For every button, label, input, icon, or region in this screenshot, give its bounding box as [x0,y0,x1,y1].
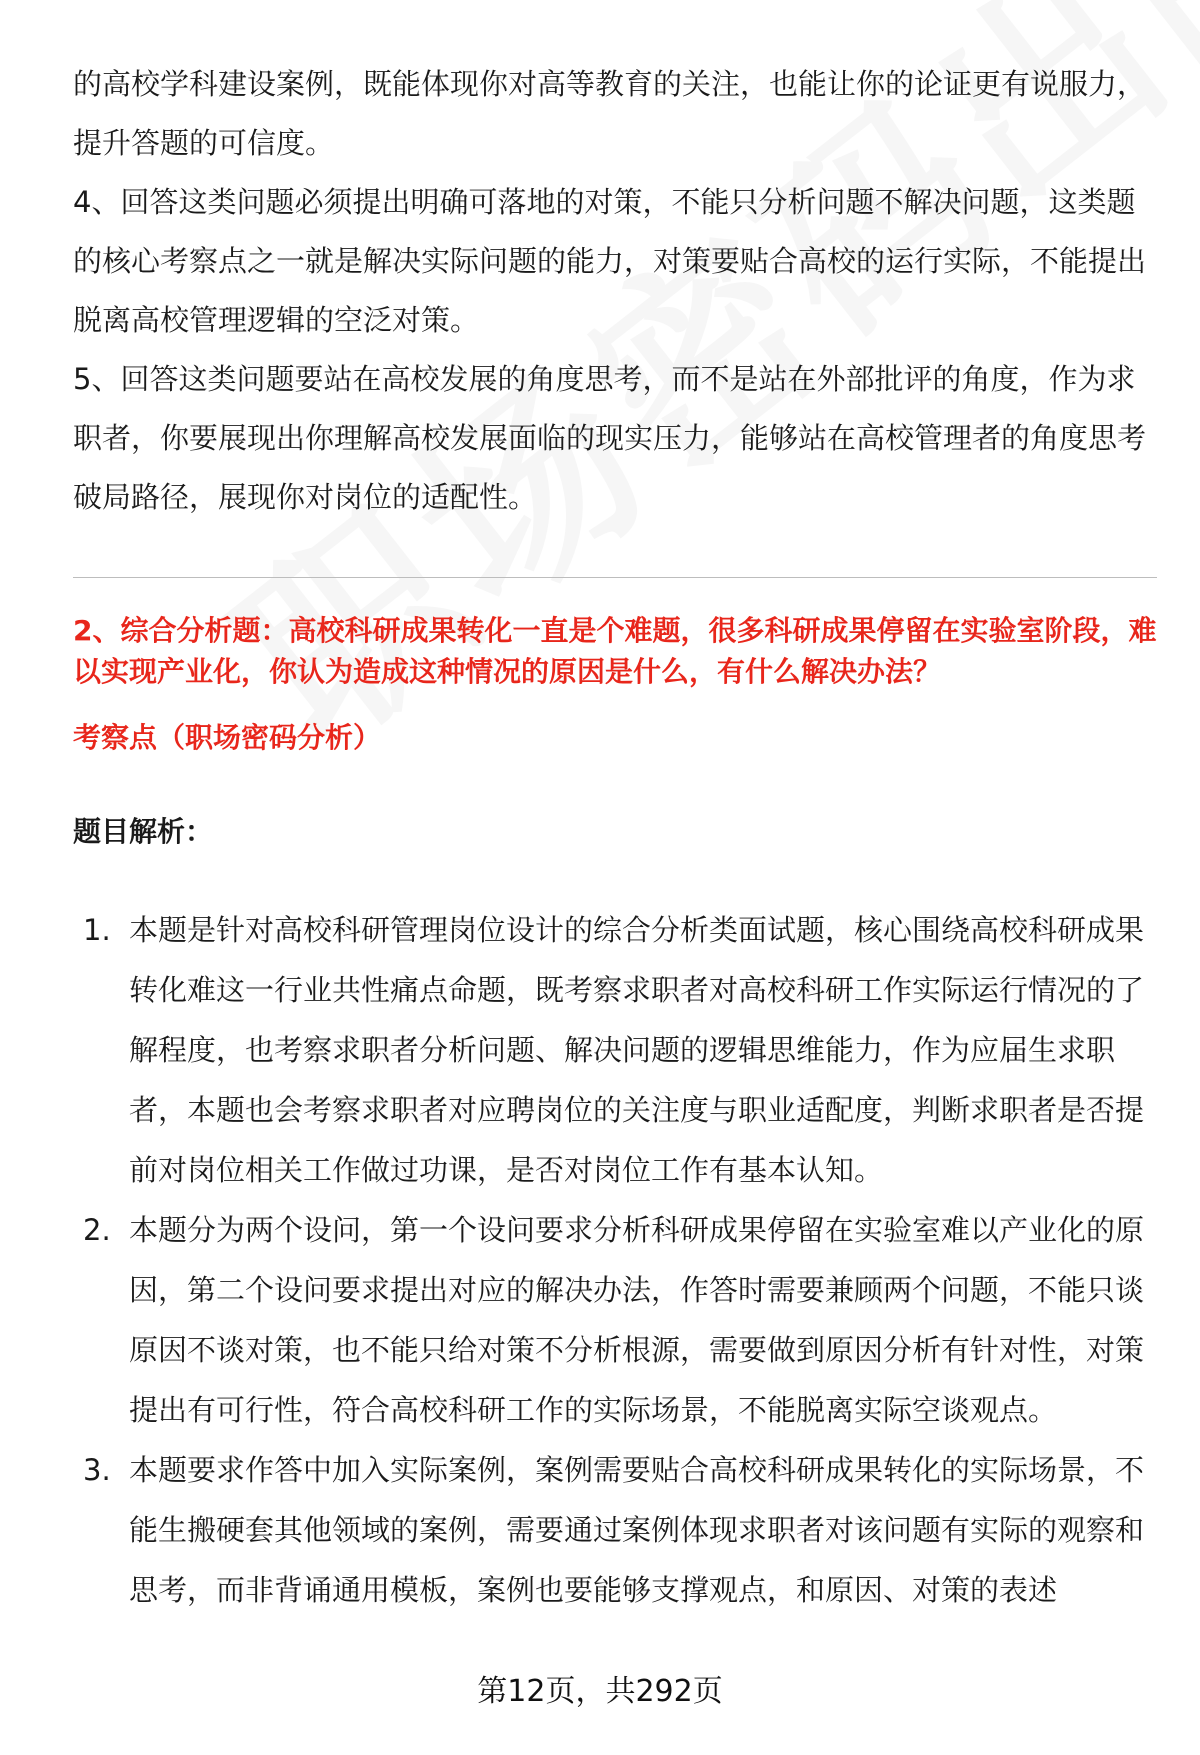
analysis-item-2 [83,1200,1153,1440]
analysis-item-text: 本题要求作答中加入实际案例，案例需要贴合高校科研成果转化的实际场景，不能生搬硬套其他领域的案例，需要通过案例体现求职者对该问题有实际的观察和思考，而非背诵通用模板，案例也要能够支撑观点，和原因、对策的表述 [129,1453,1145,1607]
intro-paragraph-2: 4、回答这类问题必须提出明确可落地的对策，不能只分析问题不解决问题，这类题的核心考察点之一就是解决实际问题的能力，对策要贴合高校的运行实际，不能提出脱离高校管理逻辑的空泛对策。 [73,185,1147,337]
analysis-list [83,900,1153,1620]
intro-paragraph-1: 的高校学科建设案例，既能体现你对高等教育的关注，也能让你的论证更有说服力，提升答题的可信度。 [73,67,1147,160]
intro-paragraph-3: 5、回答这类问题要站在高校发展的角度思考，而不是站在外部批评的角度，作为求职者，你要展现出你理解高校发展面临的现实压力，能够站在高校管理者的角度思考破局路径，展现你对岗位的适配性。 [73,362,1147,514]
analysis-item-text: 本题分为两个设问，第一个设问要求分析科研成果停留在实验室难以产业化的原因，第二个设问要求提出对应的解决办法，作答时需要兼顾两个问题，不能只谈原因不谈对策，也不能只给对策不分析根源，需要做到原因分析有针对性，对策提出有可行性，符合高校科研工作的实际场景，不能脱离实际空谈观点。 [129,1213,1145,1427]
analysis-item-1 [83,900,1153,1200]
page-footer: 第12页，共292页 [477,1674,723,1709]
list-number: 2. [83,1213,111,1247]
intro-section [73,55,1163,527]
list-number: 3. [83,1453,111,1487]
analysis-heading: 题目解析： [73,815,214,848]
list-number: 1. [83,913,111,947]
analysis-item-3 [83,1440,1153,1620]
section-divider [73,577,1157,578]
analysis-item-text: 本题是针对高校科研管理岗位设计的综合分析类面试题，核心围绕高校科研成果转化难这一行业共性痛点命题，既考察求职者对高校科研工作实际运行情况的了解程度，也考察求职者分析问题、解决问题的逻辑思维能力，作为应届生求职者，本题也会考察求职者对应聘岗位的关注度与职业适配度，判断求职者是否提前对岗位相关工作做过功课，是否对岗位工作有基本认知。 [129,913,1145,1187]
question-title: 2、综合分析题：高校科研成果转化一直是个难题，很多科研成果停留在实验室阶段，难以实现产业化，你认为造成这种情况的原因是什么，有什么解决办法？ [73,614,1157,688]
kaochadian-heading: 考察点（职场密码分析） [73,721,382,754]
